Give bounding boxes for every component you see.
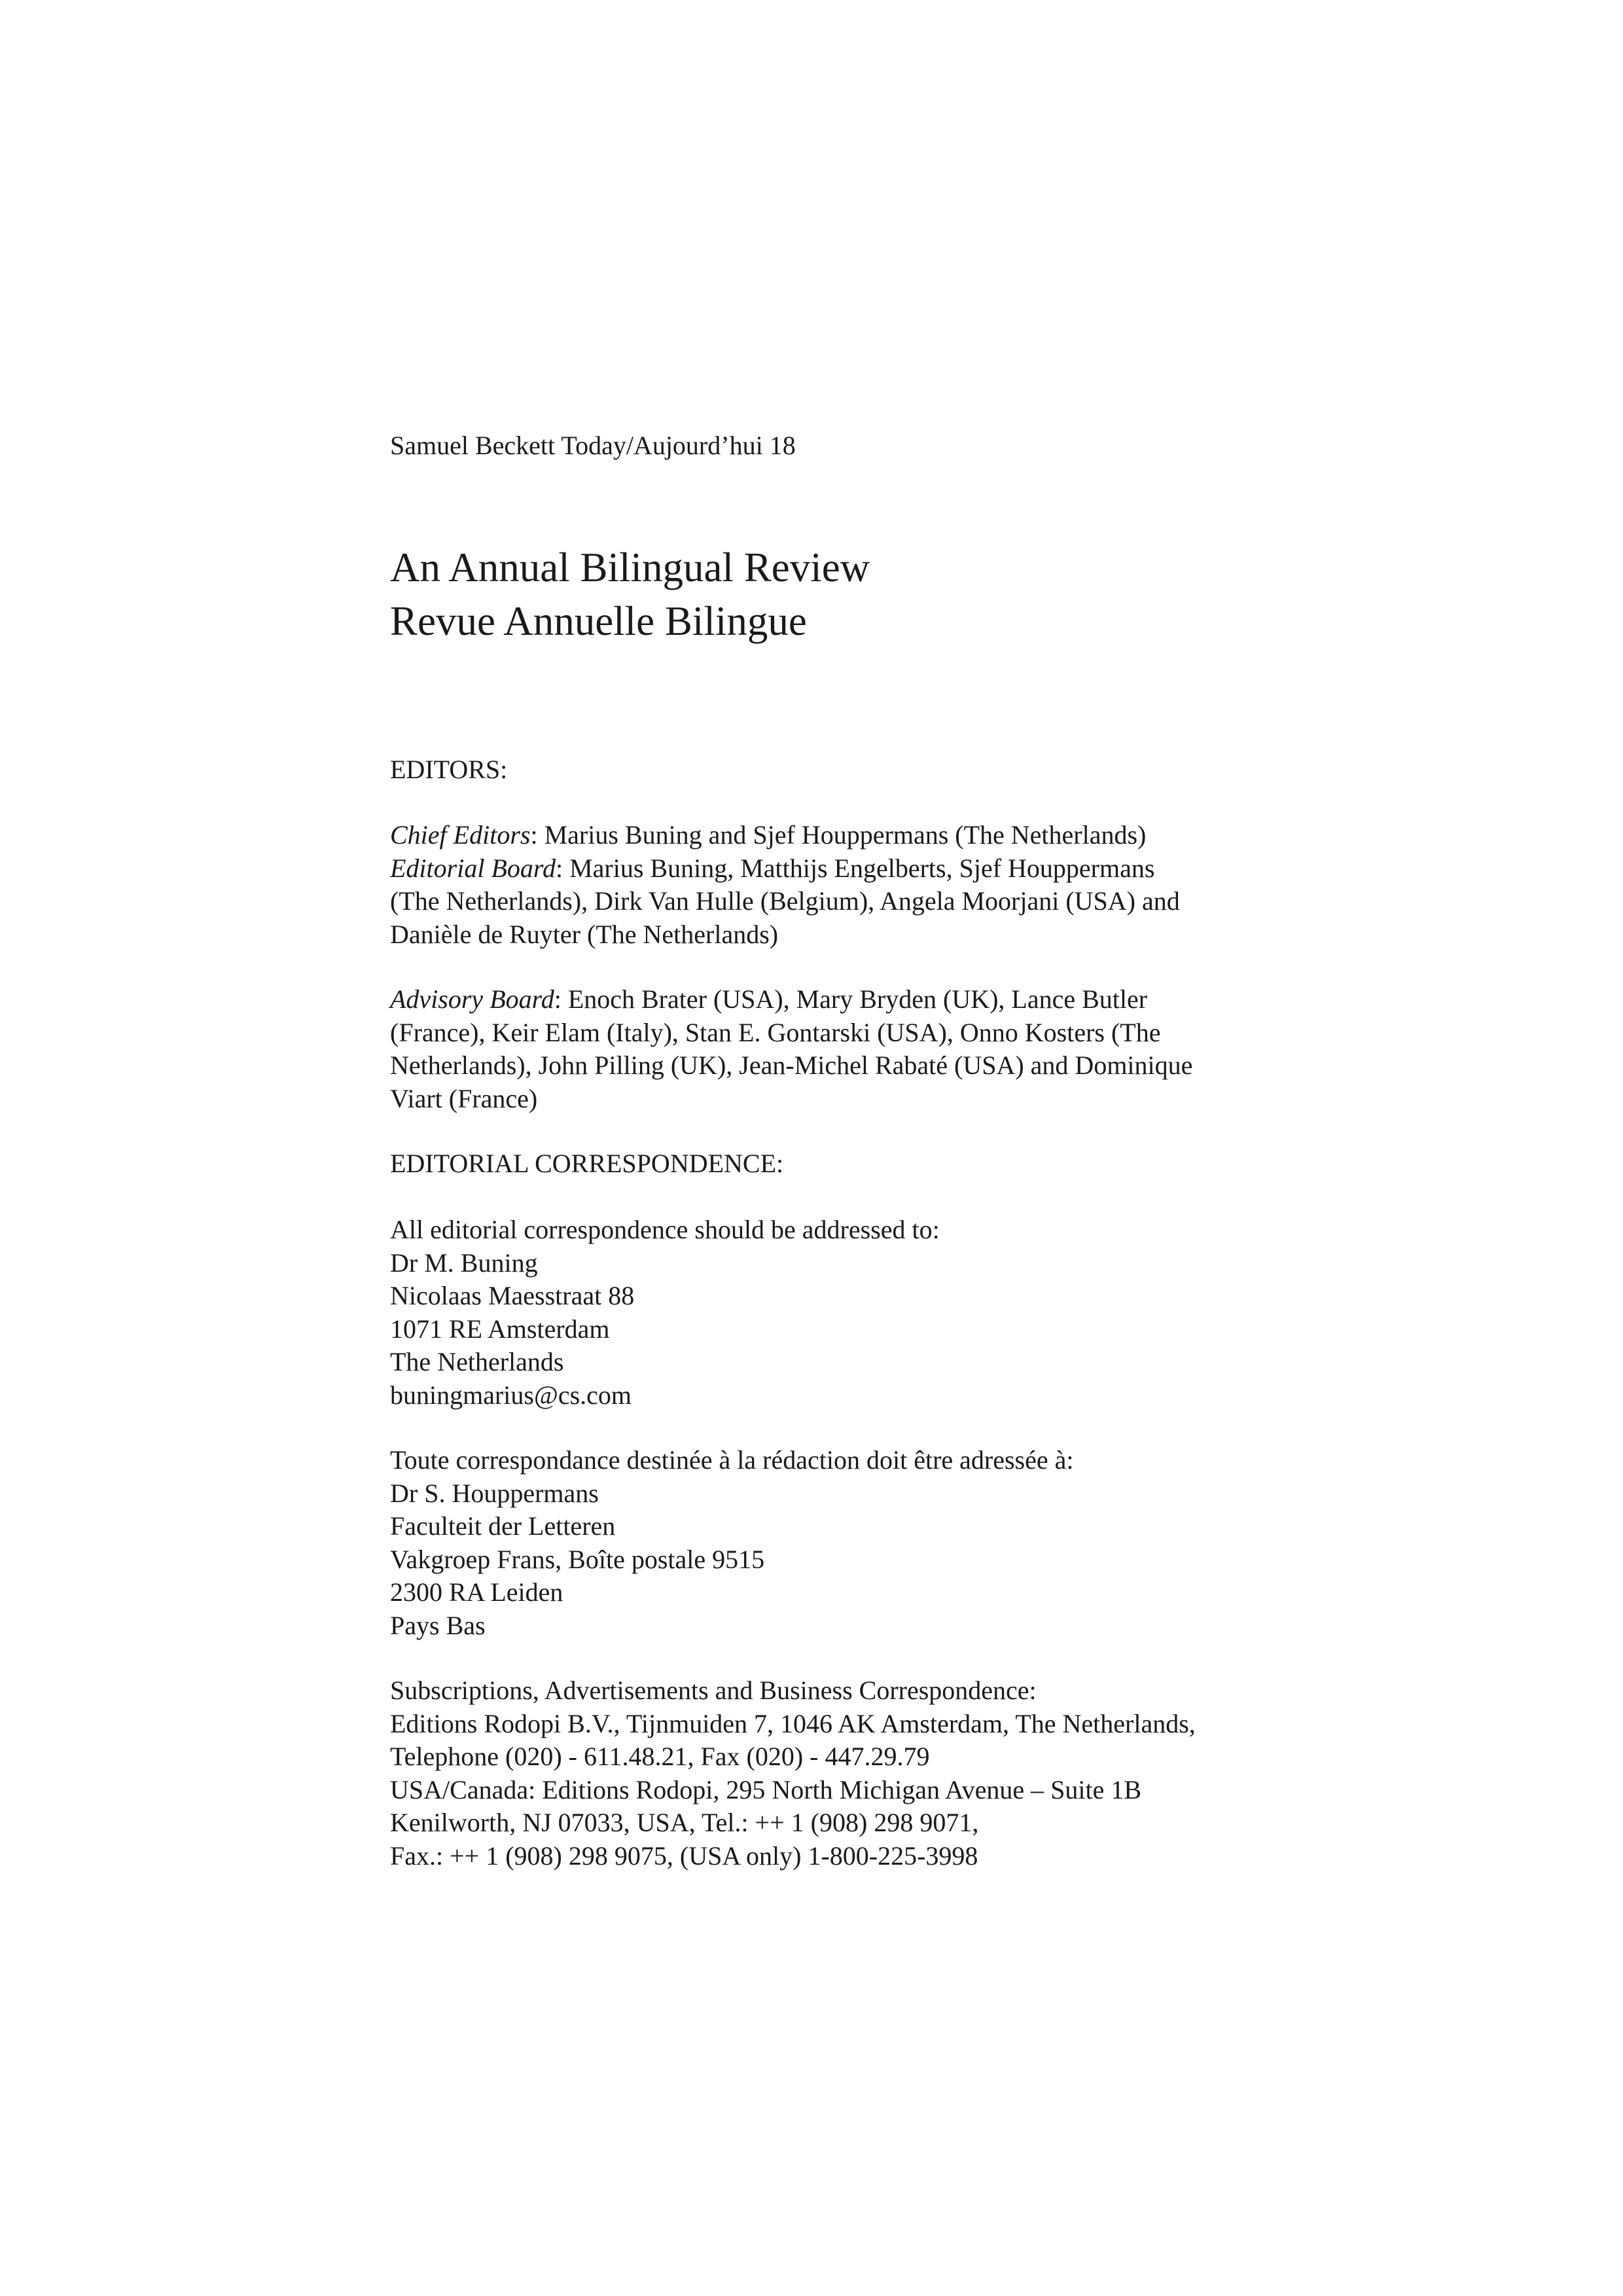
advisory-board-names: : Enoch Brater (USA), Mary Bryden (UK), Lance Butler: [554, 984, 1148, 1014]
address-line: Toute correspondance destinée à la rédaction doit être adressée à:: [390, 1445, 1074, 1475]
title-french: Revue Annuelle Bilingue: [390, 598, 807, 644]
business-line: Subscriptions, Advertisements and Business Correspondence:: [390, 1676, 1037, 1705]
address-line: Dr S. Houppermans: [390, 1478, 599, 1508]
chief-editors-names: : Marius Buning and Sjef Houppermans (The Netherlands): [530, 820, 1147, 850]
editorial-board-line: [390, 852, 1180, 886]
address-line: Vakgroep Frans, Boîte postale 9515: [390, 1544, 765, 1574]
editorial-board-role: Editorial Board: [390, 853, 556, 883]
business-line: Editions Rodopi B.V., Tijnmuiden 7, 1046 AK Amsterdam, The Netherlands,: [390, 1708, 1196, 1738]
editorial-board-names: : Marius Buning, Matthijs Engelberts, Sjef Houppermans: [555, 853, 1155, 883]
address-line: Dr M. Buning: [390, 1247, 538, 1278]
editorial-board-line: (The Netherlands), Dirk Van Hulle (Belgium), Angela Moorjani (USA) and: [390, 886, 1180, 916]
english-correspondence-address: [390, 1213, 940, 1412]
editorial-boards: [390, 819, 1180, 951]
title-english: An Annual Bilingual Review: [390, 545, 870, 590]
business-line: Telephone (020) - 611.48.21, Fax (020) - 447.29.79: [390, 1742, 930, 1771]
series-title: Samuel Beckett Today/Aujourd’hui 18: [390, 431, 796, 460]
address-line: Pays Bas: [390, 1610, 486, 1640]
address-line: 1071 RE Amsterdam: [390, 1314, 610, 1344]
address-line: The Netherlands: [390, 1347, 564, 1376]
advisory-board-line: (France), Keir Elam (Italy), Stan E. Gontarski (USA), Onno Kosters (The: [390, 1017, 1161, 1047]
advisory-board: [390, 983, 1192, 1115]
address-line: Nicolaas Maesstraat 88: [390, 1281, 635, 1310]
editorial-board-line: Danièle de Ruyter (The Netherlands): [390, 919, 779, 949]
advisory-board-line: Netherlands), John Pilling (UK), Jean-Michel Rabaté (USA) and Dominique: [390, 1050, 1193, 1080]
business-line: Fax.: ++ 1 (908) 298 9075, (USA only) 1-800-225-3998: [390, 1840, 978, 1871]
french-correspondence-address: [390, 1444, 1073, 1642]
correspondence-heading: EDITORIAL CORRESPONDENCE:: [390, 1149, 784, 1178]
email-address: buningmarius@cs.com: [390, 1380, 632, 1410]
address-line: Faculteit der Letteren: [390, 1511, 616, 1541]
editors-heading: EDITORS:: [390, 755, 508, 784]
advisory-board-role: Advisory Board: [390, 984, 554, 1014]
business-correspondence: [390, 1674, 1196, 1873]
chief-editors: [390, 819, 1180, 852]
business-line: USA/Canada: Editions Rodopi, 295 North Michigan Avenue – Suite 1B: [390, 1774, 1142, 1804]
review-title: [390, 541, 870, 648]
advisory-board-line: Viart (France): [390, 1083, 538, 1113]
address-line: 2300 RA Leiden: [390, 1577, 563, 1607]
chief-editors-role: Chief Editors: [390, 820, 531, 850]
address-line: All editorial correspondence should be addressed to:: [390, 1215, 940, 1244]
business-line: Kenilworth, NJ 07033, USA, Tel.: ++ 1 (908) 298 9071,: [390, 1808, 979, 1837]
advisory-board-line: [390, 983, 1192, 1016]
